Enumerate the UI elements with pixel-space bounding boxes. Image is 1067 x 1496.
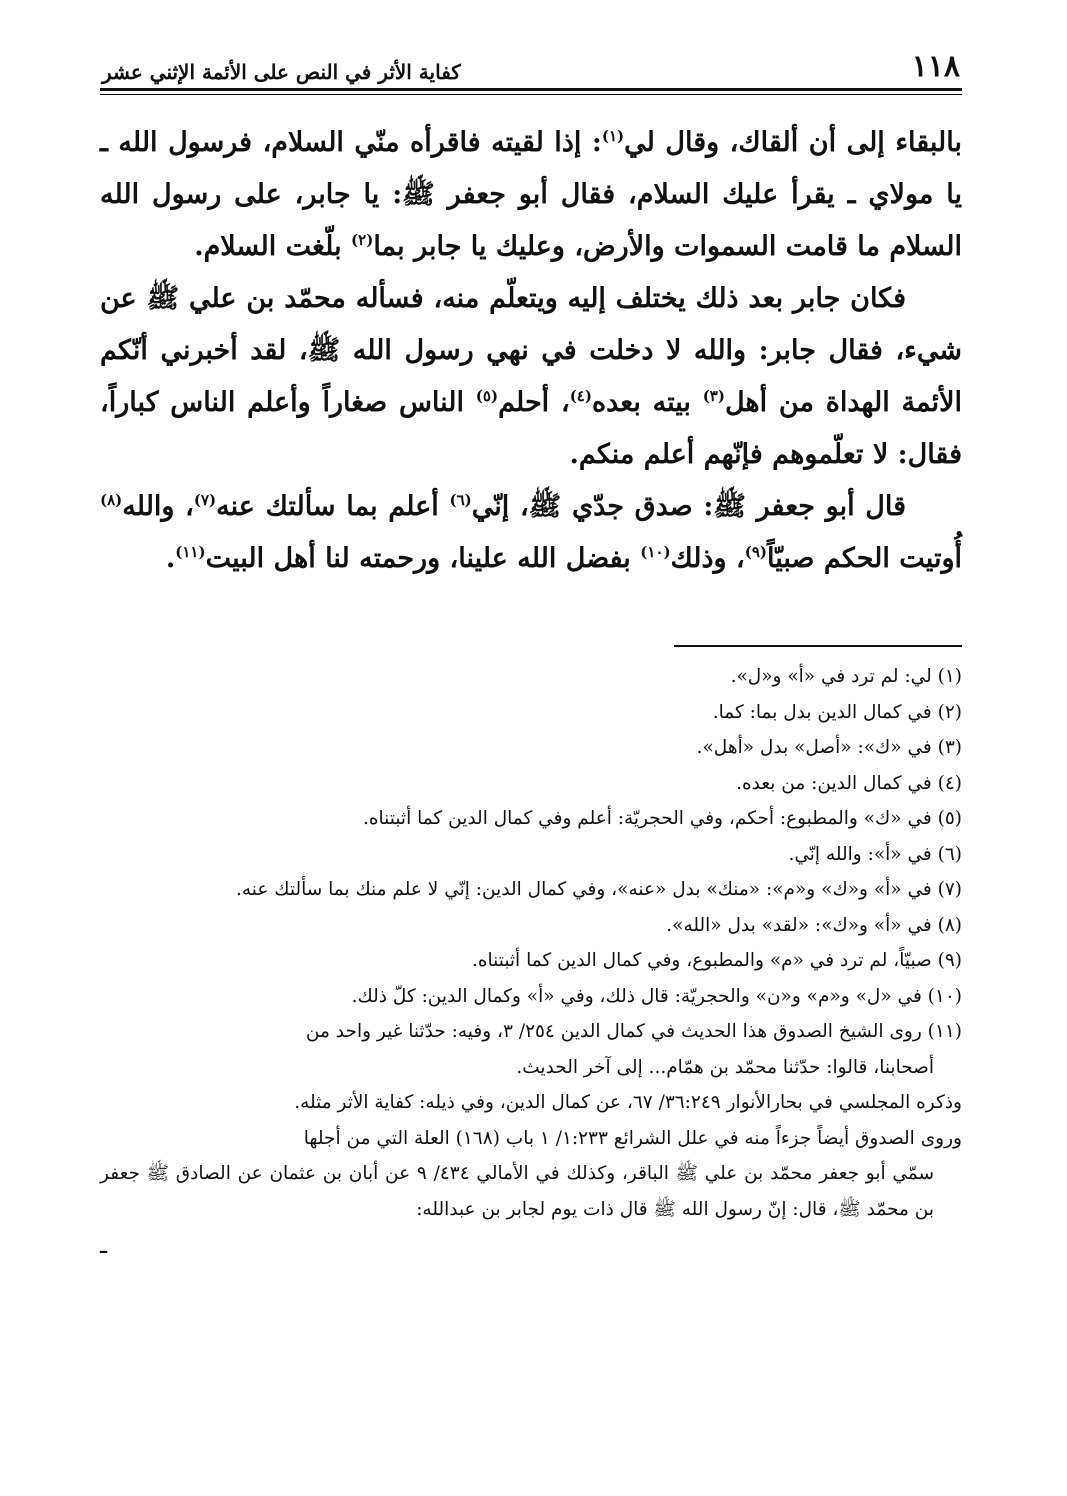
footnote-ref-5[interactable]: (٥) xyxy=(475,387,499,405)
text-run: بيته بعده xyxy=(591,387,703,418)
text-run: بالبقاء إلى أن ألقاك، وقال لي xyxy=(624,127,963,158)
footnote-ref-1[interactable]: (١) xyxy=(601,127,625,145)
text-run: بلّغت السلام. xyxy=(194,231,352,262)
footnote-ref-10[interactable]: (١٠) xyxy=(640,543,671,561)
footnote-2: (٢) في كمال الدين بدل بما: كما. xyxy=(712,701,962,723)
footnote-ref-8[interactable]: (٨) xyxy=(100,491,123,509)
header-rule-thin xyxy=(100,94,962,95)
footnote-ref-4[interactable]: (٤) xyxy=(569,387,592,405)
page-number: ١١٨ xyxy=(911,49,960,84)
footnote-ref-6[interactable]: (٦) xyxy=(449,491,472,509)
footnote-7: (٧) في «أ» و«ك» و«م»: «منك» بدل «عنه»، وفي كمال الدين: إنّي لا علم منك بما سألتك عنه. xyxy=(235,879,962,900)
footnote-8: (٨) في «أ» و«ك»: «لقد» بدل «الله». xyxy=(666,914,962,936)
footnote-ref-7[interactable]: (٧) xyxy=(193,491,217,509)
footnote-11-continuation: أصحابنا، قالوا: حدّثنا محمّد بن همّام... إلى آخر الحديث. xyxy=(516,1056,934,1078)
running-title: كفاية الأثر في النص على الأئمة الإثني عشر xyxy=(102,60,461,84)
footnote-3: (٣) في «ك»: «أصل» بدل «أهل». xyxy=(696,737,962,758)
text-run: الناس صغاراً وأعلم الناس كباراً، فقال: لا تعلّموهم فإنّهم أعلم منكم. xyxy=(100,387,962,470)
continuation-mark: ـ xyxy=(100,1231,108,1259)
footnote-ref-9[interactable]: (٩) xyxy=(744,543,767,561)
paragraph-3 xyxy=(100,481,962,585)
footnote-11-bihar: وذكره المجلسي في بحارالأنوار ٣٦:٢٤٩/ ٦٧، عن كمال الدين، وفي ذيله: كفاية الأثر مثله. xyxy=(294,1092,962,1113)
main-text xyxy=(100,117,962,585)
text-run: أُوتيت الحكم صبيّاً xyxy=(767,543,962,574)
footnote-11 xyxy=(100,1014,962,1227)
footnote-5: (٥) في «ك» والمطبوع: أحكم، وفي الحجريّة: أعلم وفي كمال الدين كما أثبتناه. xyxy=(362,808,962,829)
header-rule xyxy=(100,88,962,91)
text-run: بفضل الله علينا، ورحمته لنا أهل البيت xyxy=(205,543,641,574)
footnote-4: (٤) في كمال الدين: من بعده. xyxy=(736,772,962,794)
footnote-ref-11[interactable]: (١١) xyxy=(175,543,206,561)
text-run: ، أحلم xyxy=(498,387,570,418)
paragraph-2 xyxy=(100,273,962,481)
footnote-6: (٦) في «أ»: والله إنّي. xyxy=(788,843,962,865)
text-run: ، والله xyxy=(122,491,194,522)
footnote-1: (١) لي: لم ترد في «أ» و«ل». xyxy=(730,666,962,687)
footnote-9: (٩) صبيّاً، لم ترد في «م» والمطبوع، وفي كمال الدين كما أثبتناه. xyxy=(471,950,962,971)
text-run: . xyxy=(165,543,176,574)
footnotes xyxy=(100,659,962,1259)
footnote-10: (١٠) في «ل» و«م» و«ن» والحجريّة: قال ذلك، وفي «أ» وكمال الدين: كلّ ذلك. xyxy=(351,985,962,1007)
footnote-11-ilal: وروى الصدوق أيضاً جزءاً منه في علل الشرائع ١:٢٣٣/ ١ باب (١٦٨) العلة التي من أجلها xyxy=(303,1127,962,1149)
text-run: ، وذلك xyxy=(670,543,745,574)
footnote-ref-2[interactable]: (٢) xyxy=(351,231,374,249)
page-header xyxy=(100,40,962,88)
footnote-ref-3[interactable]: (٣) xyxy=(702,387,725,405)
text-run: أعلم بما سألتك عنه xyxy=(216,491,450,522)
footnote-11-line: (١١) روى الشيخ الصدوق هذا الحديث في كمال الدين ٢٥٤/ ٣، وفيه: حدّثنا غير واحد من xyxy=(305,1021,962,1042)
footnote-11-ilal-continuation: سمّي أبو جعفر محمّد بن علي ﷺ الباقر، وكذلك في الأمالي ٤٣٤/ ٩ عن أبان بن عثمان عن الصادق ﷺ جعفر بن محمّد ﷺ، قال: إنّ رسول الله ﷺ قال ذات يوم لجابر بن عبدالله: xyxy=(100,1163,934,1220)
text-run: قال أبو جعفر ﷺ: صدق جدّي ﷺ، إنّي xyxy=(471,491,907,522)
text-run: : إذا لقيته فاقرأه منّي السلام، فرسول الله ـ يا مولاي ـ يقرأ عليك السلام، فقال أبو جعفر ﷺ: يا جابر، على رسول الله السلام ما قامت السموات والأرض، وعليك يا جابر بما xyxy=(100,127,962,262)
text-run: فكان جابر بعد ذلك يختلف إليه ويتعلّم منه، فسأله محمّد بن علي ﷺ عن شيء، فقال جابر: والله لا دخلت في نهي رسول الله ﷺ، لقد أخبرني أنّكم الأئمة الهداة من أهل xyxy=(100,283,963,418)
footnote-separator xyxy=(674,645,962,647)
paragraph-1 xyxy=(100,117,962,273)
